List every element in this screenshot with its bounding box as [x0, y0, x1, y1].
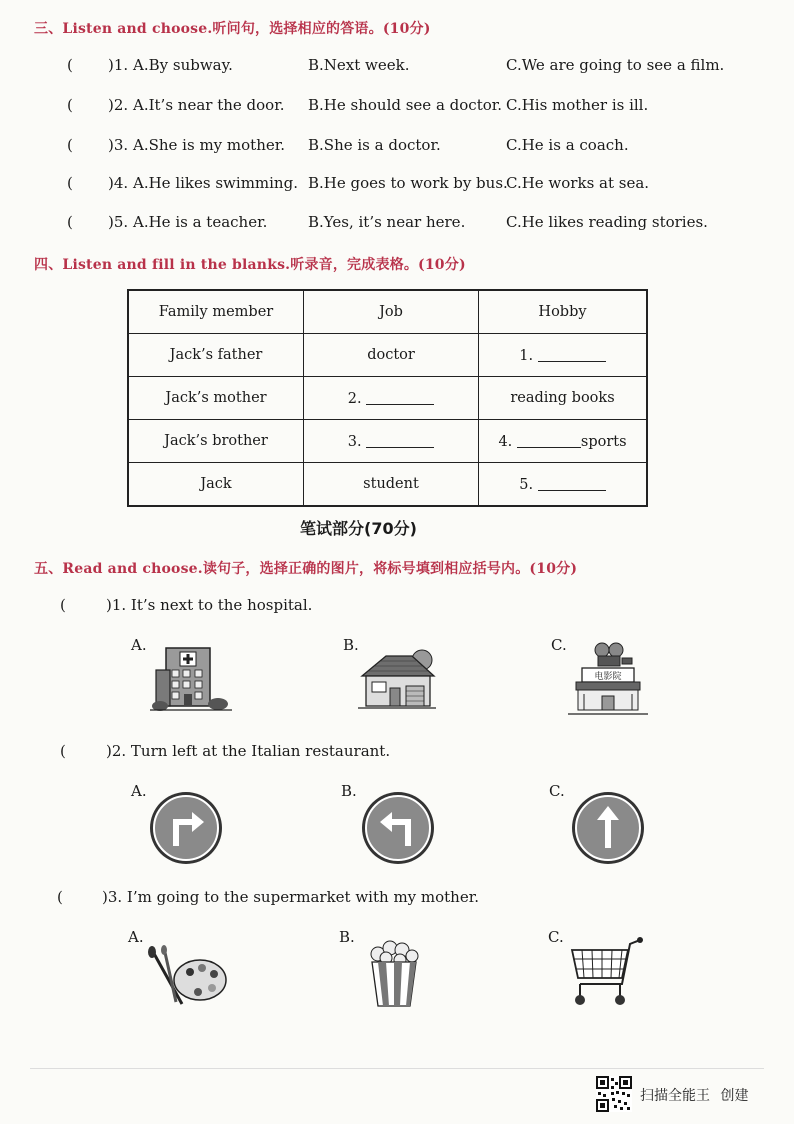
- answer-paren[interactable]: (: [67, 56, 73, 74]
- answer-blank[interactable]: [366, 390, 434, 405]
- blank-number: 2.: [347, 390, 362, 407]
- section3-question-2: [0, 96, 794, 116]
- option-letter: A.: [131, 782, 147, 800]
- answer-paren[interactable]: (: [67, 96, 73, 114]
- answer-blank[interactable]: [517, 433, 581, 448]
- option-c[interactable]: C.His mother is ill.: [506, 96, 649, 114]
- question-text: )1. It’s next to the hospital.: [106, 596, 313, 614]
- table-row: [128, 377, 647, 420]
- go-straight-sign-icon[interactable]: [570, 790, 646, 866]
- option-a[interactable]: A.He likes swimming.: [133, 174, 298, 192]
- turn-left-sign-icon[interactable]: [360, 790, 436, 866]
- hospital-building-icon[interactable]: [146, 640, 236, 714]
- option-letter: C.: [548, 928, 564, 946]
- question-number: )5.: [108, 213, 129, 231]
- family-table: [127, 289, 648, 507]
- option-letter: A.: [131, 636, 147, 654]
- question-number: )3.: [108, 136, 129, 154]
- option-b[interactable]: B.He should see a doctor.: [308, 96, 503, 114]
- footer-action: 创建: [720, 1088, 749, 1104]
- answer-paren[interactable]: (: [67, 136, 73, 154]
- blank-number: 4.: [498, 433, 513, 450]
- table-row: [128, 420, 647, 463]
- blank-number: 1.: [519, 347, 534, 364]
- qr-code-icon: [596, 1076, 632, 1112]
- written-part-title: 笔试部分(70分): [300, 519, 417, 538]
- option-letter: B.: [343, 636, 359, 654]
- table-row: [128, 463, 647, 507]
- footer-app-name: 扫描全能王: [640, 1088, 710, 1104]
- section5-question-2: [0, 742, 794, 762]
- table-header-row: [128, 290, 647, 334]
- shopping-cart-icon[interactable]: [566, 934, 646, 1010]
- section5-question-1: [0, 596, 794, 616]
- member-cell: Jack: [128, 463, 304, 507]
- footer-divider: [30, 1068, 764, 1069]
- member-cell: Jack’s mother: [128, 377, 304, 420]
- answer-blank[interactable]: [538, 347, 606, 362]
- hobby-cell: reading books: [479, 377, 648, 420]
- question-number: )2.: [108, 96, 129, 114]
- cinema-building-icon[interactable]: [564, 640, 650, 718]
- job-cell: [304, 377, 479, 420]
- option-c[interactable]: C.He works at sea.: [506, 174, 650, 192]
- table-row: [128, 334, 647, 377]
- option-letter: B.: [339, 928, 355, 946]
- header-family-member: Family member: [128, 290, 304, 334]
- option-letter: A.: [128, 928, 144, 946]
- section5-heading: 五、Read and choose.读句子，选择正确的图片，将标号填到相应括号内。(10分): [34, 561, 578, 577]
- option-a[interactable]: A.He is a teacher.: [133, 213, 268, 231]
- paint-palette-icon[interactable]: [146, 944, 230, 1008]
- blank-number: 3.: [347, 433, 362, 450]
- popcorn-icon[interactable]: [366, 940, 422, 1008]
- member-cell: Jack’s brother: [128, 420, 304, 463]
- answer-blank[interactable]: [538, 476, 606, 491]
- question-text: )3. I’m going to the supermarket with my mother.: [102, 888, 480, 906]
- hobby-cell: [479, 334, 648, 377]
- answer-paren[interactable]: (: [67, 213, 73, 231]
- option-b[interactable]: B.He goes to work by bus.: [308, 174, 508, 192]
- hobby-cell: [479, 420, 648, 463]
- hobby-suffix: sports: [580, 433, 627, 450]
- option-letter: B.: [341, 782, 357, 800]
- section3-question-5: [0, 213, 794, 233]
- answer-paren[interactable]: (: [57, 888, 63, 906]
- job-cell: doctor: [304, 334, 479, 377]
- answer-blank[interactable]: [366, 433, 434, 448]
- option-letter: C.: [549, 782, 565, 800]
- option-c[interactable]: C.He likes reading stories.: [506, 213, 708, 231]
- header-hobby: Hobby: [479, 290, 648, 334]
- section4-heading: 四、Listen and fill in the blanks.听录音，完成表格。(10分): [34, 257, 466, 273]
- section5-question-3: [0, 888, 794, 908]
- answer-paren[interactable]: (: [60, 742, 66, 760]
- option-a[interactable]: A.She is my mother.: [133, 136, 286, 154]
- turn-right-sign-icon[interactable]: [148, 790, 224, 866]
- answer-paren[interactable]: (: [60, 596, 66, 614]
- house-icon[interactable]: [356, 646, 438, 712]
- option-c[interactable]: C.He is a coach.: [506, 136, 629, 154]
- question-number: )1.: [108, 56, 129, 74]
- question-number: )4.: [108, 174, 129, 192]
- option-b[interactable]: B.Yes, it’s near here.: [308, 213, 466, 231]
- question-text: )2. Turn left at the Italian restaurant.: [106, 742, 391, 760]
- section3-heading: 三、Listen and choose.听问句，选择相应的答语。(10分): [34, 21, 431, 37]
- header-job: Job: [304, 290, 479, 334]
- section3-question-1: [0, 56, 794, 76]
- section3-question-4: [0, 174, 794, 194]
- option-a[interactable]: A.By subway.: [133, 56, 233, 74]
- option-c[interactable]: C.We are going to see a film.: [506, 56, 725, 74]
- hobby-cell: [479, 463, 648, 507]
- option-b[interactable]: B.Next week.: [308, 56, 410, 74]
- job-cell: [304, 420, 479, 463]
- member-cell: Jack’s father: [128, 334, 304, 377]
- option-letter: C.: [551, 636, 567, 654]
- blank-number: 5.: [519, 476, 534, 493]
- section3-question-3: [0, 136, 794, 156]
- answer-paren[interactable]: (: [67, 174, 73, 192]
- option-b[interactable]: B.She is a doctor.: [308, 136, 441, 154]
- option-a[interactable]: A.It’s near the door.: [133, 96, 285, 114]
- job-cell: student: [304, 463, 479, 507]
- cinema-sign-text: 电影院: [594, 672, 622, 682]
- footer-label: [640, 1085, 748, 1105]
